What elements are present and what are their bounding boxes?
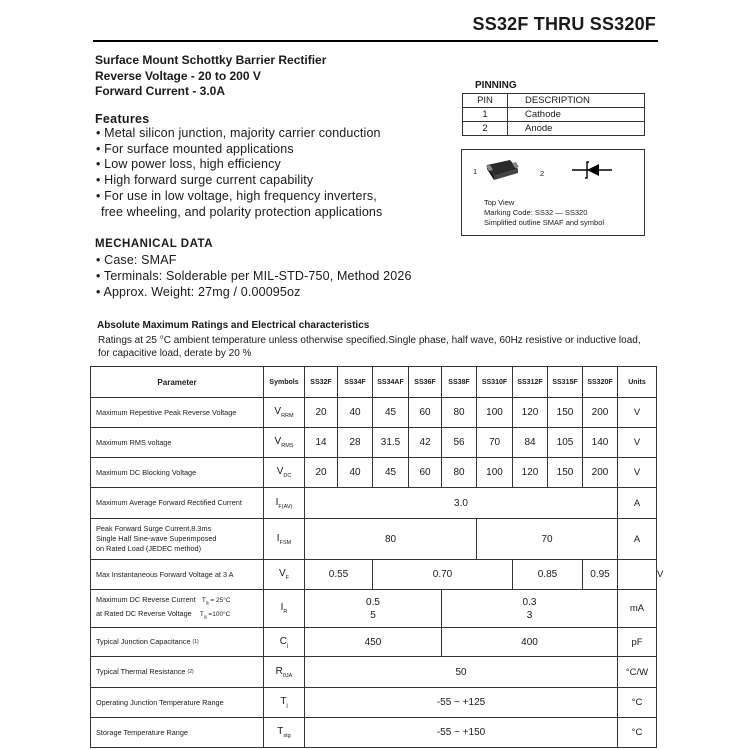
symbol-sub: RMS — [281, 443, 294, 449]
table-row — [463, 108, 645, 122]
unit-cell: °C — [618, 718, 657, 748]
value-cell: 0.95 — [583, 560, 618, 590]
table-row — [91, 519, 657, 560]
document-title: SS32F THRU SS320F — [472, 14, 656, 34]
parameter-label: Maximum RMS voltage — [91, 428, 264, 458]
part-col-header: SS312F — [513, 367, 548, 398]
symbol-main: I — [276, 532, 280, 544]
parameter-text: Typical Junction Capacitance — [96, 637, 191, 646]
value-cell: 60 — [409, 398, 442, 428]
value-cell: -55 ~ +125 — [305, 688, 618, 718]
value-cell: 70 — [477, 428, 513, 458]
value-cell: 42 — [409, 428, 442, 458]
value-cell: 0.70 — [373, 560, 513, 590]
intro-line-3: Forward Current - 3.0A — [95, 84, 226, 98]
package-pin-2-label: 2 — [540, 169, 545, 178]
ratings-note-line-2: for capacitive load, derate by 20 % — [98, 347, 252, 359]
symbol-main: C — [279, 635, 287, 647]
part-col-header: SS320F — [583, 367, 618, 398]
pin-number: 2 — [463, 122, 508, 136]
parameter-text: at Rated DC Reverse Voltage — [96, 608, 192, 618]
value-cell: 45 — [373, 458, 409, 488]
mechanical-heading: MECHANICAL DATA — [95, 238, 214, 250]
table-row — [463, 94, 645, 108]
value-cell: 70 — [477, 519, 618, 560]
table-row: Max Instantaneous Forward Voltage at 3 A $V_F$ 0.55 0.70 0.85 0.95 V — [91, 560, 657, 590]
temperature-value: =100°C — [206, 610, 231, 618]
value-cell: 105 — [548, 428, 583, 458]
footnote-mark: (2) — [187, 669, 194, 675]
unit-cell: A — [618, 519, 657, 560]
part-col-header: SS36F — [409, 367, 442, 398]
temperature-symbol: T — [201, 597, 206, 605]
symbol-cell — [264, 657, 305, 688]
parameter-label: Maximum Repetitive Peak Reverse Voltage — [91, 398, 264, 428]
symbol-cell — [264, 398, 305, 428]
parameter-label — [91, 590, 264, 628]
diode-symbol-icon — [572, 161, 612, 179]
table-row — [91, 398, 657, 428]
parameter-text: Maximum DC Reverse Current — [96, 595, 196, 605]
symbol-main: V — [276, 466, 284, 477]
value-cell: 40 — [338, 458, 373, 488]
symbol-main: I — [275, 496, 279, 508]
value-line: 5 — [370, 609, 376, 621]
value-cell: 3.0 — [305, 488, 618, 519]
value-cell: 100 — [477, 458, 513, 488]
part-col-header: SS34AF — [373, 367, 409, 398]
value-cell: 14 — [305, 428, 338, 458]
pinning-table — [462, 93, 645, 136]
symbol-cell — [264, 458, 305, 488]
value-cell: 50 — [305, 657, 618, 688]
part-col-header: SS32F — [305, 367, 338, 398]
symbol-main: T — [280, 696, 287, 707]
temperature-sub: a — [203, 613, 207, 620]
value-cell: 60 — [409, 458, 442, 488]
symbol-sub: FSM — [279, 539, 292, 546]
symbol-main: V — [274, 406, 282, 417]
parameter-label: Operating Junction Temperature Range — [91, 688, 264, 718]
part-col-header: SS310F — [477, 367, 513, 398]
parameter-line: Single Half Sine-wave Superimposed — [96, 534, 217, 543]
symbol-cell — [264, 560, 305, 590]
symbol-cell — [264, 718, 305, 748]
symbol-sub: F — [285, 575, 290, 581]
description-col-header: DESCRIPTION — [508, 94, 645, 108]
temperature-condition — [201, 597, 231, 607]
feature-item: free wheeling, and polarity protection applications — [101, 204, 383, 219]
table-row — [91, 718, 657, 748]
pin-description: Cathode — [508, 108, 645, 122]
part-col-header: SS315F — [548, 367, 583, 398]
value-cell: 80 — [442, 458, 477, 488]
table-row — [91, 688, 657, 718]
value-cell: 200 — [583, 458, 618, 488]
package-pin-1-label: 1 — [473, 167, 478, 176]
intro-line-2: Reverse Voltage - 20 to 200 V — [95, 68, 261, 83]
pin-col-header: PIN — [463, 94, 508, 108]
parameter-line — [96, 595, 263, 608]
symbol-cell — [264, 590, 305, 628]
value-cell: 450 — [305, 628, 442, 657]
unit-cell: V — [618, 398, 657, 428]
value-cell: 28 — [338, 428, 373, 458]
ratings-table — [90, 366, 664, 748]
parameter-line: Peak Forward Surge Current,8.3ms — [96, 524, 212, 533]
features-list — [96, 126, 382, 220]
temperature-symbol: T — [199, 610, 204, 618]
part-col-header: SS38F — [442, 367, 477, 398]
symbol-cell — [264, 688, 305, 718]
table-row — [91, 657, 657, 688]
value-cell: 0.55 — [305, 560, 373, 590]
parameter-label: Max Instantaneous Forward Voltage at 3 A — [91, 560, 264, 590]
symbol-main: R — [275, 665, 283, 677]
value-cell: 20 — [305, 458, 338, 488]
temperature-value: = 25°C — [208, 597, 231, 605]
symbol-main: V — [274, 436, 282, 447]
table-row — [463, 122, 645, 136]
symbol-sub: RRM — [281, 413, 294, 419]
table-row — [91, 458, 657, 488]
symbol-sub: θJA — [282, 672, 293, 679]
value-cell: -55 ~ +150 — [305, 718, 618, 748]
value-cell: 45 — [373, 398, 409, 428]
value-cell: 56 — [442, 428, 477, 458]
value-line: 3 — [526, 609, 533, 621]
parameter-text: Typical Thermal Resistance — [96, 667, 186, 676]
value-cell: 40 — [338, 398, 373, 428]
part-col-header: SS34F — [338, 367, 373, 398]
ratings-note-line-1: Ratings at 25 °C ambient temperature unless otherwise specified.Single phase, half wave, 60Hz resistive or inductive load, — [98, 335, 641, 346]
value-cell: 120 — [513, 398, 548, 428]
table-row — [91, 590, 657, 628]
smaf-package-icon — [482, 157, 522, 183]
value-cell: 80 — [442, 398, 477, 428]
feature-item: • High forward surge current capability — [96, 173, 314, 188]
symbol-main: T — [277, 726, 284, 737]
table-row — [91, 628, 657, 657]
temperature-condition — [200, 611, 231, 618]
value-cell: 80 — [305, 519, 477, 560]
parameter-line: on Rated Load (JEDEC method) — [96, 544, 202, 553]
symbol-sub: stg — [283, 733, 291, 739]
ratings-note — [98, 335, 641, 360]
table-row — [91, 428, 657, 458]
unit-cell: V — [618, 428, 657, 458]
package-caption — [484, 198, 604, 228]
value-cell — [442, 590, 618, 628]
value-cell — [618, 560, 657, 590]
parameter-line — [96, 609, 263, 622]
symbol-sub: j — [286, 703, 288, 709]
parameter-label — [91, 519, 264, 560]
symbol-sub: R — [283, 609, 288, 615]
ratings-heading: Absolute Maximum Ratings and Electrical characteristics — [97, 320, 370, 331]
symbol-sub: F(AV) — [278, 503, 293, 510]
features-heading: Features — [95, 112, 150, 126]
value-cell — [305, 590, 442, 628]
parameter-label: Maximum DC Blocking Voltage — [91, 458, 264, 488]
value-line: 0.5 — [366, 596, 380, 608]
value-cell: 84 — [513, 428, 548, 458]
value-cell: 140 — [583, 428, 618, 458]
caption-marking-code: Marking Code: SS32 — SS320 — [484, 208, 588, 217]
parameter-col-header: Parameter — [91, 367, 264, 398]
parameter-label — [91, 657, 264, 688]
value-line: 0.3 — [522, 596, 537, 608]
symbol-cell — [264, 628, 305, 657]
mechanical-list — [96, 253, 412, 300]
temperature-sub: a — [205, 600, 209, 607]
caption-top-view: Top View — [484, 198, 515, 207]
mechanical-item: • Approx. Weight: 27mg / 0.00095oz — [96, 284, 301, 299]
symbol-cell — [264, 428, 305, 458]
value-cell: 120 — [513, 458, 548, 488]
feature-item: • Metal silicon junction, majority carrier conduction — [96, 126, 381, 140]
feature-item: • For use in low voltage, high frequency inverters, — [96, 188, 377, 203]
mechanical-item: • Terminals: Solderable per MIL-STD-750, Method 2026 — [96, 268, 412, 283]
value-cell: 100 — [477, 398, 513, 428]
footnote-mark: (1) — [192, 639, 199, 645]
pin-description: Anode — [508, 122, 645, 136]
parameter-label — [91, 628, 264, 657]
symbols-col-header: Symbols — [264, 367, 305, 398]
unit-cell: A — [618, 488, 657, 519]
parameter-label: Storage Temperature Range — [91, 718, 264, 748]
parameter-label: Maximum Average Forward Rectified Current — [91, 488, 264, 519]
value-cell: 31.5 — [373, 428, 409, 458]
unit-cell: °C/W — [618, 657, 657, 688]
value-cell: 200 — [583, 398, 618, 428]
unit-cell: V — [618, 458, 657, 488]
value-cell: 0.85 — [513, 560, 583, 590]
caption-outline: Simplified outline SMAF and symbol — [484, 218, 605, 227]
value-cell: 150 — [548, 398, 583, 428]
unit-cell: pF — [618, 628, 657, 657]
pinning-heading: PINNING — [475, 80, 517, 91]
units-col-header: Units — [618, 367, 657, 398]
symbol-sub: j — [287, 642, 289, 649]
symbol-sub: DC — [283, 473, 292, 479]
value-cell: 20 — [305, 398, 338, 428]
table-row — [91, 488, 657, 519]
title-rule — [93, 40, 658, 42]
unit-cell: mA — [618, 590, 657, 628]
feature-item: • For surface mounted applications — [96, 141, 294, 156]
pin-number: 1 — [463, 108, 508, 122]
table-header-row — [91, 367, 657, 398]
symbol-cell — [264, 488, 305, 519]
intro-line-1: Surface Mount Schottky Barrier Rectifier — [95, 53, 327, 67]
feature-item: • Low power loss, high efficiency — [96, 157, 281, 172]
product-intro — [95, 53, 326, 100]
symbol-cell — [264, 519, 305, 560]
value-cell: 150 — [548, 458, 583, 488]
symbol-main: I — [280, 602, 284, 613]
mechanical-item: • Case: SMAF — [96, 253, 177, 267]
value-cell: 400 — [442, 628, 618, 657]
unit-cell: °C — [618, 688, 657, 718]
symbol-main: V — [278, 568, 286, 579]
